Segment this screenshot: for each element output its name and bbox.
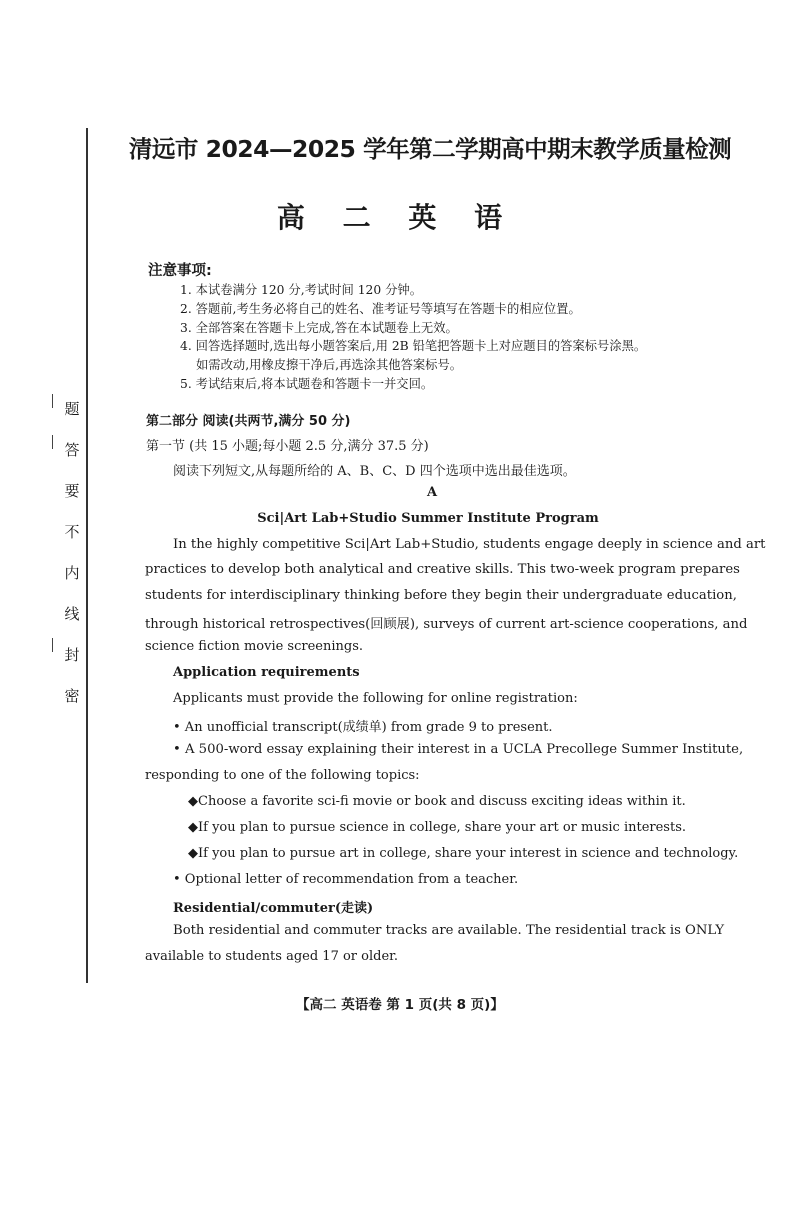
binding-char: 要	[64, 482, 80, 500]
intro-text: In the highly competitive Sci|Art Lab+Studio, students engage deeply in science and art	[173, 537, 766, 552]
requirement-bullet: • A 500-word essay explaining their interest in a UCLA Precollege Summer Institute,	[173, 742, 744, 757]
intro-line: students for interdisciplinary thinking before they begin their undergraduate education,	[145, 588, 737, 603]
binding-char: 题	[64, 400, 80, 418]
part2-heading: 第二部分 阅读(共两节,满分 50 分)	[146, 414, 351, 429]
essay-topic: ◆Choose a favorite sci-fi movie or book and discuss exciting ideas within it.	[188, 794, 686, 809]
intro-line: science fiction movie screenings.	[145, 639, 364, 654]
binding-tick	[52, 638, 53, 652]
notice-item: 5. 考试结束后,将本试题卷和答题卡一并交回。	[180, 377, 434, 391]
binding-char: 线	[64, 605, 80, 623]
residential-line: Both residential and commuter tracks are available. The residential track is ONLY	[173, 923, 725, 938]
page-footer: 【高二 英语卷 第 1 页(共 8 页)】	[296, 997, 504, 1013]
requirement-bullet-continued: responding to one of the following topics:	[145, 768, 420, 783]
passage-title: Sci|Art Lab+Studio Summer Institute Program	[257, 511, 599, 526]
intro-line: through historical retrospectives(回顾展), surveys of current art-science cooperations, and	[145, 617, 748, 632]
essay-topic: ◆If you plan to pursue science in college, share your art or music interests.	[188, 820, 687, 835]
binding-char: 答	[64, 441, 80, 459]
residential-line: available to students aged 17 or older.	[145, 949, 399, 964]
binding-char: 不	[64, 523, 80, 541]
notice-item: 3. 全部答案在答题卡上完成,答在本试题卷上无效。	[180, 321, 458, 335]
residential-heading: Residential/commuter(走读)	[173, 901, 374, 916]
binding-char: 内	[64, 564, 80, 582]
binding-char: 封	[64, 646, 80, 664]
binding-margin-text	[60, 398, 84, 726]
notice-item: 1. 本试卷满分 120 分,考试时间 120 分钟。	[180, 283, 422, 297]
requirement-bullet: • Optional letter of recommendation from a teacher.	[173, 872, 519, 887]
passage-label: A	[426, 485, 438, 500]
intro-line	[145, 537, 766, 552]
essay-topic: ◆If you plan to pursue art in college, share your interest in science and technology.	[188, 846, 739, 861]
binding-char: 密	[64, 687, 80, 705]
notice-heading: 注意事项:	[148, 263, 212, 279]
subject-title: 高 二 英 语	[276, 201, 517, 234]
intro-line: practices to develop both analytical and creative skills. This two-week program prepares	[145, 562, 740, 577]
binding-tick	[52, 394, 53, 408]
section1-heading: 第一节 (共 15 小题;每小题 2.5 分,满分 37.5 分)	[146, 439, 429, 454]
requirement-bullet: • An unofficial transcript(成绩单) from grade 9 to present.	[173, 720, 553, 735]
instruction: 阅读下列短文,从每题所给的 A、B、C、D 四个选项中选出最佳选项。	[173, 464, 576, 479]
notice-item: 2. 答题前,考生务必将自己的姓名、准考证号等填写在答题卡的相应位置。	[180, 302, 581, 316]
binding-line	[86, 128, 88, 983]
notice-item: 4. 回答选择题时,选出每小题答案后,用 2B 铅笔把答题卡上对应题目的答案标号涂黑。	[180, 339, 647, 353]
application-heading: Application requirements	[173, 665, 360, 680]
notice-item-continued: 如需改动,用橡皮擦干净后,再选涂其他答案标号。	[196, 358, 463, 372]
binding-tick	[52, 435, 53, 449]
exam-title: 清远市 2024—2025 学年第二学期高中期末教学质量检测	[128, 135, 732, 163]
application-intro: Applicants must provide the following for online registration:	[173, 691, 578, 706]
